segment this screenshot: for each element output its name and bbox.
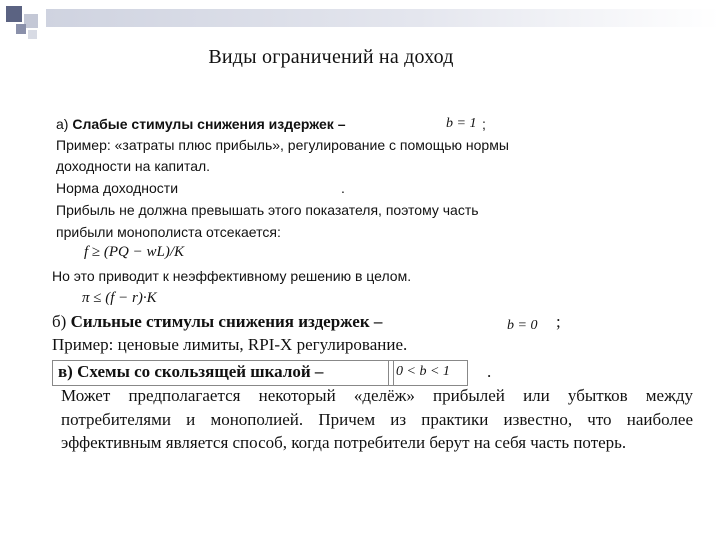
profit-line1: Прибыль не должна превышать этого показателя, поэтому часть <box>56 202 479 218</box>
section-c-paragraph: Может предполагается некоторый «делёж» прибылей или убытков между потребителями и монополией. Причем из практики известно, что наиболее эффективным является способ, когда потребители берут на себя часть потерь. <box>61 386 693 452</box>
norm-label: Норма доходности <box>56 180 179 196</box>
formula-b-equals-0: b = 0 <box>507 318 538 333</box>
decor-square-mid <box>16 24 26 34</box>
section-b-semicolon: ; <box>556 312 561 331</box>
slide-title: Виды ограничений на доход <box>208 46 454 68</box>
section-a-heading <box>56 116 346 132</box>
section-a-heading-bold: Слабые стимулы снижения издержек – <box>72 116 346 132</box>
profit-line2: прибыли монополиста отсекается: <box>56 224 281 240</box>
decor-gradient-bar <box>46 9 720 27</box>
section-a-prefix: а) <box>56 116 73 132</box>
section-b-example: Пример: ценовые лимиты, RPI-X регулирование. <box>52 335 408 354</box>
formula-b-range: 0 < b < 1 <box>396 364 450 379</box>
section-c-heading: в) Схемы со скользящей шкалой – <box>58 362 324 381</box>
section-b-heading-bold: Сильные стимулы снижения издержек – <box>70 312 383 331</box>
section-b-heading <box>52 312 382 332</box>
decor-square-light <box>24 14 38 28</box>
formula-f-ratio: f ≥ (PQ − wL)/K <box>84 244 185 260</box>
inefficient-note: Но это приводит к неэффективному решению в целом. <box>52 268 412 284</box>
slide-header-decoration <box>0 0 720 46</box>
formula-b-equals-1: b = 1 <box>446 116 477 131</box>
section-a-example-line2: доходности на капитал. <box>56 158 211 174</box>
section-c-period: . <box>487 362 492 381</box>
section-a-example-line1: Пример: «затраты плюс прибыль», регулирование с помощью нормы <box>56 137 509 153</box>
section-a-semicolon: ; <box>482 116 486 132</box>
section-b-prefix: б) <box>52 312 71 331</box>
decor-square-dark <box>6 6 22 22</box>
decor-square-small <box>28 30 37 39</box>
formula-pi-limit: π ≤ (f − r)·K <box>82 290 157 306</box>
norm-period: . <box>341 180 345 196</box>
